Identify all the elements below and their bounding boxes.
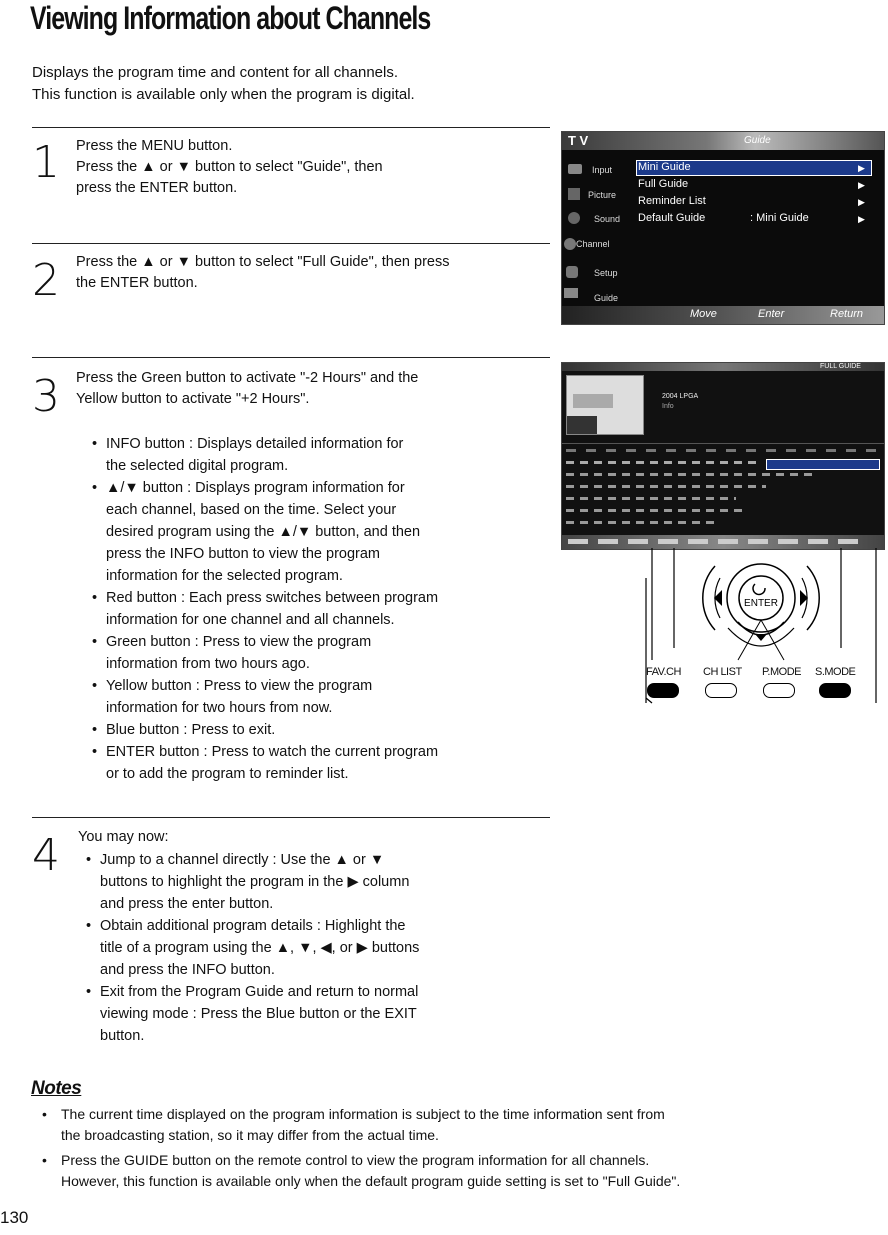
p-mode-button <box>763 683 795 698</box>
bullet-item: • Jump to a channel directly : Use the ▲ or ▼ buttons to highlight the program in the ▶ column and press the enter button. <box>86 849 536 915</box>
step-4-bullets <box>86 849 536 1047</box>
s-mode-button <box>819 683 851 698</box>
full-guide-title: FULL GUIDE <box>820 363 861 370</box>
step-3-text: Press the Green button to activate "-2 Hours" and the Yellow button to activate "+2 Hours". <box>76 370 419 407</box>
menu-guide: Guide <box>594 293 619 303</box>
intro-line-1: Displays the program time and content for all channels. <box>32 64 399 81</box>
tv-guide-menu-screenshot <box>561 131 885 325</box>
bullet-item: • ENTER button : Press to watch the current program or to add the program to reminder list. <box>92 741 542 785</box>
down-arrow-icon <box>755 634 767 641</box>
divider <box>32 357 550 358</box>
step-2-text: Press the ▲ or ▼ button to select "Full Guide", then press the ENTER button. <box>76 254 450 291</box>
step-4-intro: You may now: <box>78 829 169 845</box>
page-title: Viewing Information about Channels <box>30 0 431 36</box>
guide-grid <box>562 443 884 531</box>
step-number: 3 <box>32 371 60 422</box>
footer-return: Return <box>830 308 864 320</box>
default-guide-value: : Mini Guide <box>750 212 809 224</box>
guide-footer-bar <box>562 535 884 549</box>
item-default-guide: Default Guide <box>638 212 706 224</box>
bullet-item: • ▲/▼ button : Displays program information for each channel, based on the time. Select your desired program using the ▲/▼ button, and then press the INFO button to view the program information for the selected program. <box>92 477 542 587</box>
p-mode-label: P.MODE <box>762 666 801 678</box>
bullet-item: • Green button : Press to view the program information from two hours ago. <box>92 631 542 675</box>
footer-enter: Enter <box>758 308 785 320</box>
item-mini-guide: Mini Guide <box>638 161 691 173</box>
item-full-guide: Full Guide <box>638 178 689 190</box>
note-item: • The current time displayed on the program information is subject to the time information sent from the broadcasting station, so it may differ from the actual time. <box>42 1104 882 1146</box>
guide-icon <box>564 288 578 298</box>
step-number: 4 <box>32 830 60 881</box>
fav-ch-button <box>647 683 679 698</box>
step-number: 1 <box>32 137 60 188</box>
bullet-item: • INFO button : Displays detailed information for the selected digital program. <box>92 433 542 477</box>
arrow-right-icon: ▶ <box>858 180 865 190</box>
divider <box>32 817 550 818</box>
enter-label: ENTER <box>744 598 778 609</box>
bullet-item: • Exit from the Program Guide and return to normal viewing mode : Press the Blue button or the EXIT button. <box>86 981 536 1047</box>
menu-setup: Setup <box>594 268 618 278</box>
bullet-item: • Yellow button : Press to view the program information for two hours from now. <box>92 675 542 719</box>
arrow-right-icon: ▶ <box>858 197 865 207</box>
step-1-text: Press the MENU button. Press the ▲ or ▼ button to select "Guide", then press the ENTER button. <box>76 138 383 196</box>
channel-icon <box>564 238 576 250</box>
ch-list-label: CH LIST <box>703 666 742 678</box>
bullet-item: • Obtain additional program details : Highlight the title of a program using the ▲, ▼, ◀, or ▶ buttons and press the INFO button. <box>86 915 536 981</box>
picture-icon <box>568 188 580 200</box>
enter-icon <box>753 584 765 594</box>
arrow-right-icon: ▶ <box>858 214 865 224</box>
footer-move: Move <box>690 308 717 320</box>
item-reminder-list: Reminder List <box>638 195 706 207</box>
intro-line-2: This function is available only when the program is digital. <box>32 86 415 103</box>
bullet-item: • Blue button : Press to exit. <box>92 719 542 741</box>
notes-heading: Notes <box>31 1078 82 1099</box>
menu-channel: Channel <box>576 239 610 249</box>
notes-list <box>42 1104 882 1192</box>
step-number: 2 <box>32 255 60 306</box>
menu-picture: Picture <box>588 190 617 200</box>
menu-input: Input <box>592 165 613 175</box>
guide-label: Guide <box>744 135 771 146</box>
video-preview <box>566 375 644 435</box>
ch-list-button <box>705 683 737 698</box>
s-mode-label: S.MODE <box>815 666 856 678</box>
step-3-bullets <box>92 433 542 785</box>
note-item: • Press the GUIDE button on the remote control to view the program information for all channels. However, this function is available only when the default program guide setting is set to "Full Guide". <box>42 1150 882 1192</box>
program-title: 2004 LPGA <box>662 393 699 400</box>
tv-label: T V <box>568 133 589 148</box>
page-number: 130 <box>0 1208 29 1227</box>
setup-icon <box>566 266 578 278</box>
bullet-item: • Red button : Each press switches between program information for one channel and all channels. <box>92 587 542 631</box>
input-icon <box>568 164 582 174</box>
tv-full-guide-screenshot <box>561 362 885 550</box>
program-info: Info <box>662 403 674 410</box>
arrow-right-icon: ▶ <box>858 163 865 173</box>
fav-ch-label: FAV.CH <box>646 666 681 678</box>
divider <box>32 127 550 128</box>
menu-sound: Sound <box>594 214 621 224</box>
divider <box>32 243 550 244</box>
sound-icon <box>568 212 580 224</box>
